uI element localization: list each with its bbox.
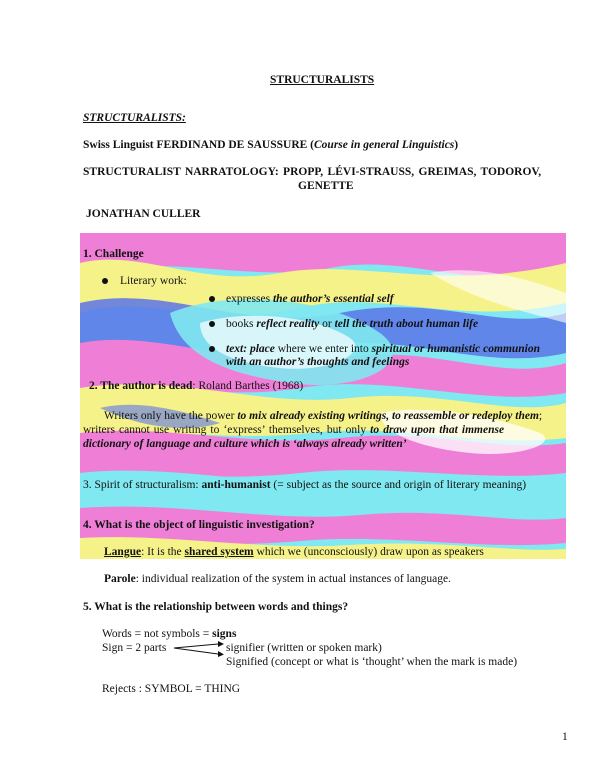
spirit-line: 3. Spirit of structuralism: anti-humanist (= subject as the source and origin of literary meaning): [83, 479, 527, 491]
challenge-bullet-3: text: place where we enter into spiritual or humanistic communion: [226, 343, 541, 355]
langue-line: Langue: It is the shared system which we (unconsciously) draw upon as speakers: [104, 546, 484, 558]
page-number: 1: [562, 731, 568, 743]
culler-line: JONATHAN CULLER: [86, 208, 201, 220]
challenge-heading: 1. Challenge: [83, 248, 144, 260]
bullet-icon: [209, 296, 215, 302]
signifier-line: signifier (written or spoken mark): [226, 642, 382, 654]
rejects-line: Rejects : SYMBOL = THING: [102, 683, 241, 695]
author-dead-p2: writers cannot use writing to ‘express’ themselves, but only to draw upon that immense: [83, 424, 505, 436]
challenge-bullet-2: books reflect reality or tell the truth about human life: [226, 318, 479, 330]
signified-line: Signified (concept or what is ‘thought’ when the mark is made): [226, 656, 518, 668]
narratology-line2: GENETTE: [298, 180, 354, 192]
author-dead-line: 2. The author is dead: Roland Barthes (1968): [89, 380, 304, 392]
words-line: Words = not symbols = signs: [102, 628, 237, 640]
author-dead-p1: Writers only have the power to mix already existing writings, to reassemble or redeploy them;: [104, 410, 543, 422]
sign-line: Sign = 2 parts: [102, 642, 167, 654]
bullet-icon: [209, 321, 215, 327]
author-dead-p3: dictionary of language and culture which is ‘always already written’: [83, 438, 407, 450]
saussure-line: Swiss Linguist FERDINAND DE SAUSSURE (Course in general Linguistics): [83, 139, 459, 151]
relationship-heading: 5. What is the relationship between words and things?: [83, 601, 349, 613]
parole-line: Parole: individual realization of the system in actual instances of language.: [104, 573, 451, 585]
page-title: STRUCTURALISTS: [270, 74, 375, 86]
narratology-line1: STRUCTURALIST NARRATOLOGY: PROPP, LÉVI-STRAUSS, GREIMAS, TODOROV,: [83, 166, 542, 178]
challenge-bullet-1: expresses the author’s essential self: [226, 293, 394, 305]
object-heading: 4. What is the object of linguistic investigation?: [83, 519, 315, 531]
challenge-bullet-3-line2: with an author’s thoughts and feelings: [226, 356, 410, 368]
literary-work-label: Literary work:: [120, 275, 187, 287]
section-heading: STRUCTURALISTS:: [83, 112, 186, 124]
bullet-icon: [209, 346, 215, 352]
arrow-icon: [172, 640, 224, 660]
bullet-icon: [102, 278, 108, 284]
